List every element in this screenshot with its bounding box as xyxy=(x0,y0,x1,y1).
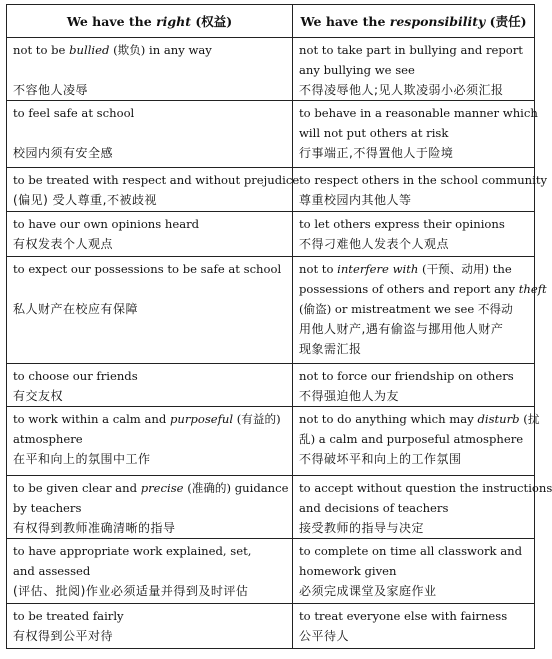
right-en-line: to have appropriate work explained, set, xyxy=(13,544,252,558)
table-row xyxy=(7,168,535,212)
resp-zh: 不得凌辱他人;见人欺凌弱小必须汇报 xyxy=(299,83,504,97)
responsibility-cell xyxy=(293,257,547,364)
rights-responsibilities-table xyxy=(6,4,552,649)
resp-en: to treat everyone else with fairness xyxy=(299,609,508,623)
resp-zh: 不得刁难他人发表个人观点 xyxy=(299,237,450,251)
resp-en-line: not to interfere with (干预、动用) the xyxy=(299,262,512,276)
right-zh: 在平和向上的氛围中工作 xyxy=(13,452,151,466)
header-right: We have the right (权益) xyxy=(7,5,293,38)
responsibility-cell xyxy=(293,101,538,168)
table-row xyxy=(7,364,535,407)
table-row xyxy=(7,101,535,168)
right-en-line: and assessed xyxy=(13,564,91,578)
right-cell xyxy=(7,604,293,649)
responsibility-cell xyxy=(293,212,535,257)
resp-en-line: homework given xyxy=(299,564,397,578)
resp-zh: 行事端正,不得置他人于险境 xyxy=(299,146,454,160)
right-cell xyxy=(7,38,293,101)
right-cell xyxy=(7,257,293,364)
right-zh: 有权得到公平对待 xyxy=(13,629,114,643)
resp-en-line: (偷盗) or mistreatment we see 不得动 xyxy=(299,302,513,316)
right-cell xyxy=(7,476,293,539)
responsibility-cell xyxy=(293,38,535,101)
resp-en-line: any bullying we see xyxy=(299,63,415,77)
right-zh: 有权得到教师准确清晰的指导 xyxy=(13,521,176,535)
table-row xyxy=(7,212,535,257)
right-zh: 不容他人凌辱 xyxy=(13,83,89,97)
responsibility-cell xyxy=(293,168,548,212)
right-zh: (评估、批阅)作业必须适量并得到及时评估 xyxy=(13,584,249,598)
right-en-line: to work within a calm and purposeful (有益的) xyxy=(13,412,281,426)
responsibility-cell xyxy=(293,476,552,539)
right-zh: 校园内须有安全感 xyxy=(13,146,114,160)
right-en: to expect our possessions to be safe at school xyxy=(13,262,282,276)
table-row xyxy=(7,38,535,101)
right-cell xyxy=(7,101,293,168)
right-cell xyxy=(7,168,300,212)
resp-zh-line: 用他人财产,遇有偷盗与挪用他人财产 xyxy=(299,322,504,336)
header-responsibility: We have the responsibility (责任) xyxy=(293,5,535,38)
right-zh: (偏见) 受人尊重,不被歧视 xyxy=(13,193,157,207)
resp-en-line: not to do anything which may disturb (扰 xyxy=(299,412,540,426)
resp-zh: 必须完成课堂及家庭作业 xyxy=(299,584,437,598)
right-en: not to be bullied (欺负) in any way xyxy=(13,43,212,57)
resp-zh: 尊重校园内其他人等 xyxy=(299,193,412,207)
resp-en: to let others express their opinions xyxy=(299,217,505,231)
table-row xyxy=(7,407,535,476)
right-cell xyxy=(7,364,293,407)
resp-zh: 不得强迫他人为友 xyxy=(299,389,400,403)
responsibility-cell xyxy=(293,539,535,604)
right-en-line: by teachers xyxy=(13,501,82,515)
resp-en-line: and decisions of teachers xyxy=(299,501,449,515)
right-cell xyxy=(7,212,293,257)
right-en: to be treated with respect and without prejudice xyxy=(13,173,300,187)
table-row xyxy=(7,257,535,364)
right-en: to be treated fairly xyxy=(13,609,124,623)
right-en: to feel safe at school xyxy=(13,106,135,120)
resp-zh-line: 现象需汇报 xyxy=(299,342,362,356)
right-zh: 有权发表个人观点 xyxy=(13,237,114,251)
resp-en-line: to complete on time all classwork and xyxy=(299,544,523,558)
table-row xyxy=(7,539,535,604)
table-row xyxy=(7,476,535,539)
right-cell xyxy=(7,407,293,476)
resp-en: not to force our friendship on others xyxy=(299,369,514,383)
right-zh: 有交友权 xyxy=(13,389,64,403)
resp-en-line: not to take part in bullying and report xyxy=(299,43,523,57)
resp-zh: 接受教师的指导与决定 xyxy=(299,521,425,535)
resp-zh: 公平待人 xyxy=(299,629,350,643)
right-zh: 私人财产在校应有保障 xyxy=(13,302,139,316)
right-en-line: to be given clear and precise (准确的) guidance xyxy=(13,481,289,495)
resp-en-line: to accept without question the instructions xyxy=(299,481,552,495)
right-cell xyxy=(7,539,293,604)
resp-en: to respect others in the school community xyxy=(299,173,548,187)
resp-en-line: to behave in a reasonable manner which xyxy=(299,106,538,120)
table-row xyxy=(7,604,535,649)
resp-en-line: possessions of others and report any theft xyxy=(299,282,547,296)
resp-en-line: 乱) a calm and purposeful atmosphere xyxy=(299,432,524,446)
header-row xyxy=(7,5,535,38)
resp-en-line: will not put others at risk xyxy=(299,126,449,140)
responsibility-cell xyxy=(293,604,535,649)
responsibility-cell xyxy=(293,407,540,476)
right-en-line: atmosphere xyxy=(13,432,83,446)
right-en: to choose our friends xyxy=(13,369,138,383)
responsibility-cell xyxy=(293,364,535,407)
right-en: to have our own opinions heard xyxy=(13,217,200,231)
resp-zh: 不得破坏平和向上的工作氛围 xyxy=(299,452,462,466)
